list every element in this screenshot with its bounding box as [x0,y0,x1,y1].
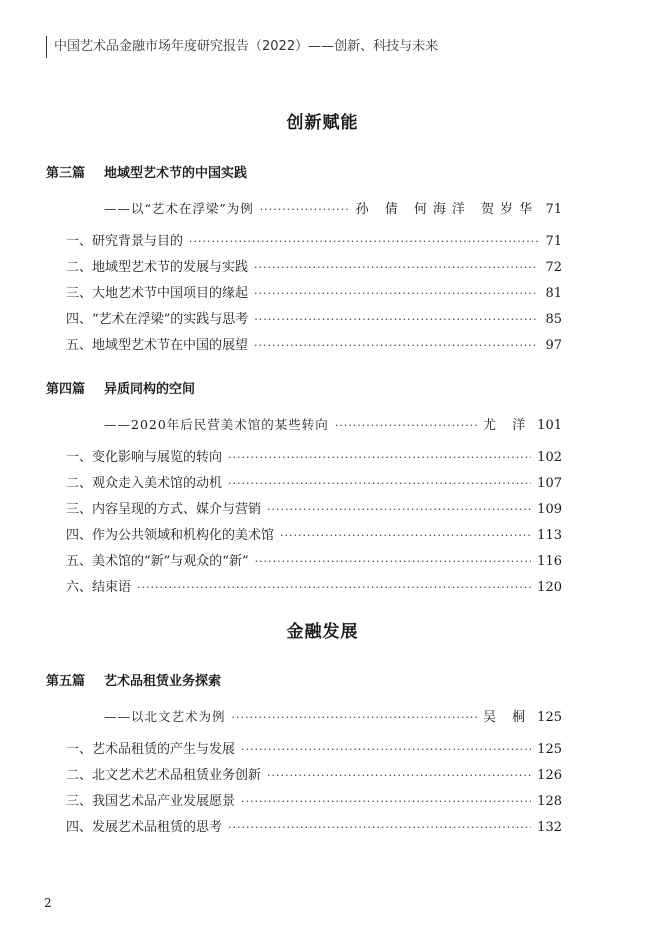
dot-leader [189,233,538,251]
toc-subtitle: ——以“艺术在浮梁”为例 [104,201,254,216]
section-heading: 创新赋能 [286,113,359,133]
dot-leader [254,337,538,355]
dot-leader [260,201,350,219]
dot-leader [280,527,531,545]
chapter-title: 地域型艺术节的中国实践 [104,166,248,181]
toc-entry[interactable] [66,311,562,329]
chapter-heading [46,378,195,397]
toc-entry-title: 二、地域型艺术节的发展与实践 [66,260,249,275]
chapter-number: 第四篇 [46,382,86,397]
toc-page-number: 81 [545,286,562,301]
toc-page-number: 71 [545,202,562,217]
chapter-number: 第三篇 [46,166,86,181]
chapter-number: 第五篇 [46,674,86,689]
toc-entry-title: 一、变化影响与展览的转向 [66,450,223,465]
dot-leader [137,579,531,597]
dot-leader [335,417,477,435]
toc-page-number: 85 [545,312,562,327]
toc-entry[interactable] [66,819,562,837]
toc-entry[interactable] [66,793,562,811]
toc-page-number: 116 [537,554,562,569]
toc-authors: 孙 倩 何海洋 贺岁华 [355,202,538,217]
toc-entry-title: 四、“艺术在浮梁”的实践与思考 [66,312,249,327]
toc-page-number: 113 [537,528,562,543]
toc-authors: 尤 洋 [483,418,532,433]
toc-page-number: 107 [537,476,562,491]
dot-leader [241,741,531,759]
toc-entry-title: 三、我国艺术品产业发展愿景 [66,794,236,809]
toc-entry-title: 五、地域型艺术节在中国的展望 [66,338,249,353]
toc-entry-title: 二、北文艺术艺术品租赁业务创新 [66,768,262,783]
toc-entry-title: 二、观众走入美术馆的动机 [66,476,223,491]
toc-subtitle: ——2020年后民营美术馆的某些转向 [104,417,329,432]
dot-leader [254,259,538,277]
toc-entry[interactable] [66,527,562,545]
toc-entry[interactable] [66,501,562,519]
toc-subtitle-line[interactable] [104,708,562,727]
toc-page-number: 109 [537,502,562,517]
toc-page-number: 102 [537,450,562,465]
toc-entry-title: 四、作为公共领域和机构化的美术馆 [66,528,275,543]
dot-leader [241,793,531,811]
toc-entry[interactable] [66,475,562,493]
toc-entry[interactable] [66,579,562,597]
running-head: 中国艺术品金融市场年度研究报告（2022）——创新、科技与未来 [46,36,438,58]
chapter-heading [46,670,221,689]
toc-page-number: 101 [537,418,562,433]
toc-page-number: 71 [545,234,562,249]
dot-leader [255,553,532,571]
toc-subtitle-line[interactable] [104,416,562,435]
toc-page-number: 120 [537,580,562,595]
toc-page-number: 132 [537,820,562,835]
toc-entry-title: 一、艺术品租赁的产生与发展 [66,742,236,757]
chapter-heading [46,162,247,181]
dot-leader [232,709,478,727]
toc-entry-title: 三、大地艺术节中国项目的缘起 [66,286,249,301]
toc-entry-title: 四、发展艺术品租赁的思考 [66,820,223,835]
dot-leader [228,475,531,493]
toc-entry-title: 三、内容呈现的方式、媒介与营销 [66,502,262,517]
chapter-title: 艺术品租赁业务探索 [104,674,222,689]
dot-leader [267,501,531,519]
toc-page-number: 72 [545,260,562,275]
toc-entry-title: 五、美术馆的“新”与观众的“新” [66,554,249,569]
toc-entry[interactable] [66,233,562,251]
toc-entry[interactable] [66,259,562,277]
dot-leader [254,311,538,329]
toc-entry[interactable] [66,767,562,785]
chapter-title: 异质同构的空间 [104,382,196,397]
toc-subtitle: ——以北文艺术为例 [104,709,226,724]
toc-page-number: 125 [537,710,562,725]
toc-page-number: 97 [545,338,562,353]
toc-entry[interactable] [66,449,562,467]
section-heading: 金融发展 [286,622,359,642]
toc-page-number: 125 [537,742,562,757]
dot-leader [267,767,531,785]
dot-leader [254,285,538,303]
toc-subtitle-line[interactable] [104,200,562,219]
toc-entry[interactable] [66,337,562,355]
toc-entry[interactable] [66,741,562,759]
toc-entry[interactable] [66,553,562,571]
toc-page-number: 128 [537,794,562,809]
page-number: 2 [44,896,52,910]
toc-entry-title: 一、研究背景与目的 [66,234,184,249]
toc-entry-title: 六、结束语 [66,580,132,595]
dot-leader [228,819,531,837]
toc-entry[interactable] [66,285,562,303]
dot-leader [228,449,531,467]
toc-authors: 吴 桐 [483,710,532,725]
toc-page-number: 126 [537,768,562,783]
